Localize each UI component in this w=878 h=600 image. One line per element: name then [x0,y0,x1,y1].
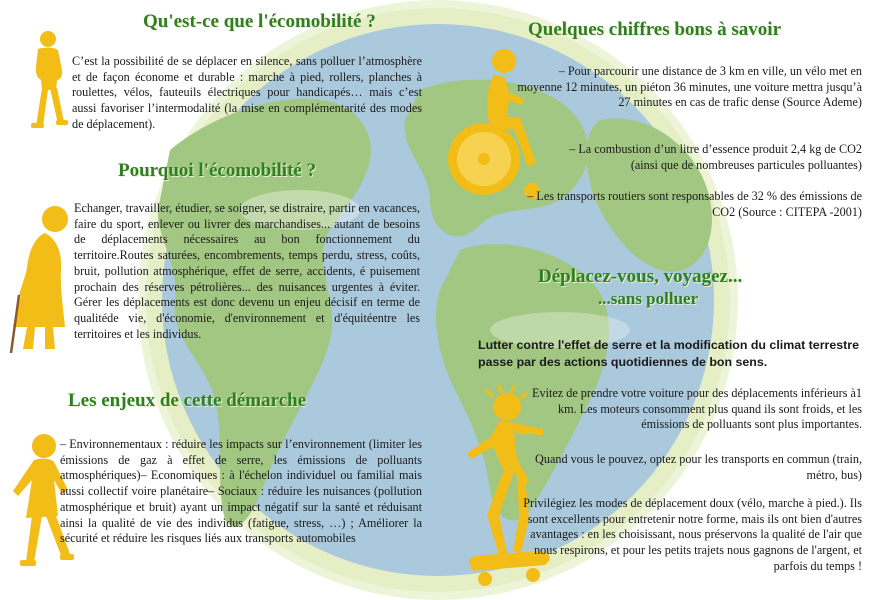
figures-item-1: – Pour parcourir une distance de 3 km en ville, un vélo met en moyenne 12 minutes, un piéton 36 minutes, une voiture mettra jusqu’à 27 minutes en cas de trafic dense (Source Ademe) [517,64,862,110]
section-text-what: C’est la possibilité de se déplacer en silence, sans polluer l’atmosphère et de façon économe et durable : marche à pied, rollers, planches à roulettes, vélos, fauteuils électriques pour handicapés… mais c’est aussi favoriser l’intermodalité (la mise en complémentarité des modes de déplacement). [72,54,422,131]
section-subtitle-travel: ...sans polluer [598,289,699,308]
section-title-figures: Quelques chiffres bons à savoir [528,19,782,40]
elderly-woman-icon [5,203,83,355]
figures-item-2: – La combustion d’un litre d’essence produit 2,4 kg de CO2 (ainsi que de nombreuses particules polluantes) [569,142,862,172]
travel-paragraph-2: Quand vous le pouvez, optez pour les transports en commun (train, métro, bus) [535,452,862,482]
figures-item-3: – Les transports routiers sont responsables de 32 % des émissions de CO2 (Source : CITEPA -2001) [527,189,862,219]
travel-paragraph-1: Evitez de prendre votre voiture pour des déplacements inférieurs à1 km. Les moteurs consomment plus quand ils sont froids, et les émissions de polluants sont plus importantes. [532,386,862,432]
travel-paragraph-3: Privilégiez les modes de déplacement doux (vélo, marche à pied.). Ils sont excellents pour entretenir notre forme, mais ils ont bien d'autres avantages : en les choisissant, nous préservons la qualité de l'air que nous respirons, et pour les petits trajets nous gagnons de l'argent, et parfois du temps ! [523,496,862,573]
section-title-what: Qu'est-ce que l'écomobilité ? [143,11,376,32]
section-title-stakes: Les enjeux de cette démarche [68,390,307,411]
section-text-stakes: – Environnementaux : réduire les impacts sur l’environnement (limiter les émissions de gaz à effet de serre, les émissions de polluants atmosphériques)– Economiques : à l'échelon individuel ou familial mais aussi collectif voire planétaire– Sociaux : réduire les nuisances (pollution atmosphérique et bruit) ayant un impact négatif sur la santé et réduisant ainsi la qualité de vie des individus (fatigue, stress, …) ; Améliorer la sécurité et réduire les risques liés aux transports automobiles [60,437,422,546]
section-title-why: Pourquoi l'écomobilité ? [118,160,317,181]
section-title-travel: Déplacez-vous, voyagez... [538,266,743,287]
travel-lead: Lutter contre l'effet de serre et la modification du climat terrestre passe par des actions quotidiennes de bon sens. [478,338,859,369]
walking-figure-icon [28,30,70,132]
section-text-why: Echanger, travailler, étudier, se soigner, se distraire, partir en vacances, faire du sport, enlever ou livrer des marchandises... autant de besoins de déplacements nécessaires au bon fonctionnement du territoire.Routes saturées, encombrements, temps perdu, stress, coûts, bruit, pollution atmosphérique, effet de serre, accidents, é puisement prochain des réserves pétrolières... des nuisances urgentes à éviter. Gérer les déplacements est donc devenu un enjeu décisif en terme de qualitéde vie, d'économie, d'environnement et d'équitéentre les territoires et les individus. [74,201,420,341]
